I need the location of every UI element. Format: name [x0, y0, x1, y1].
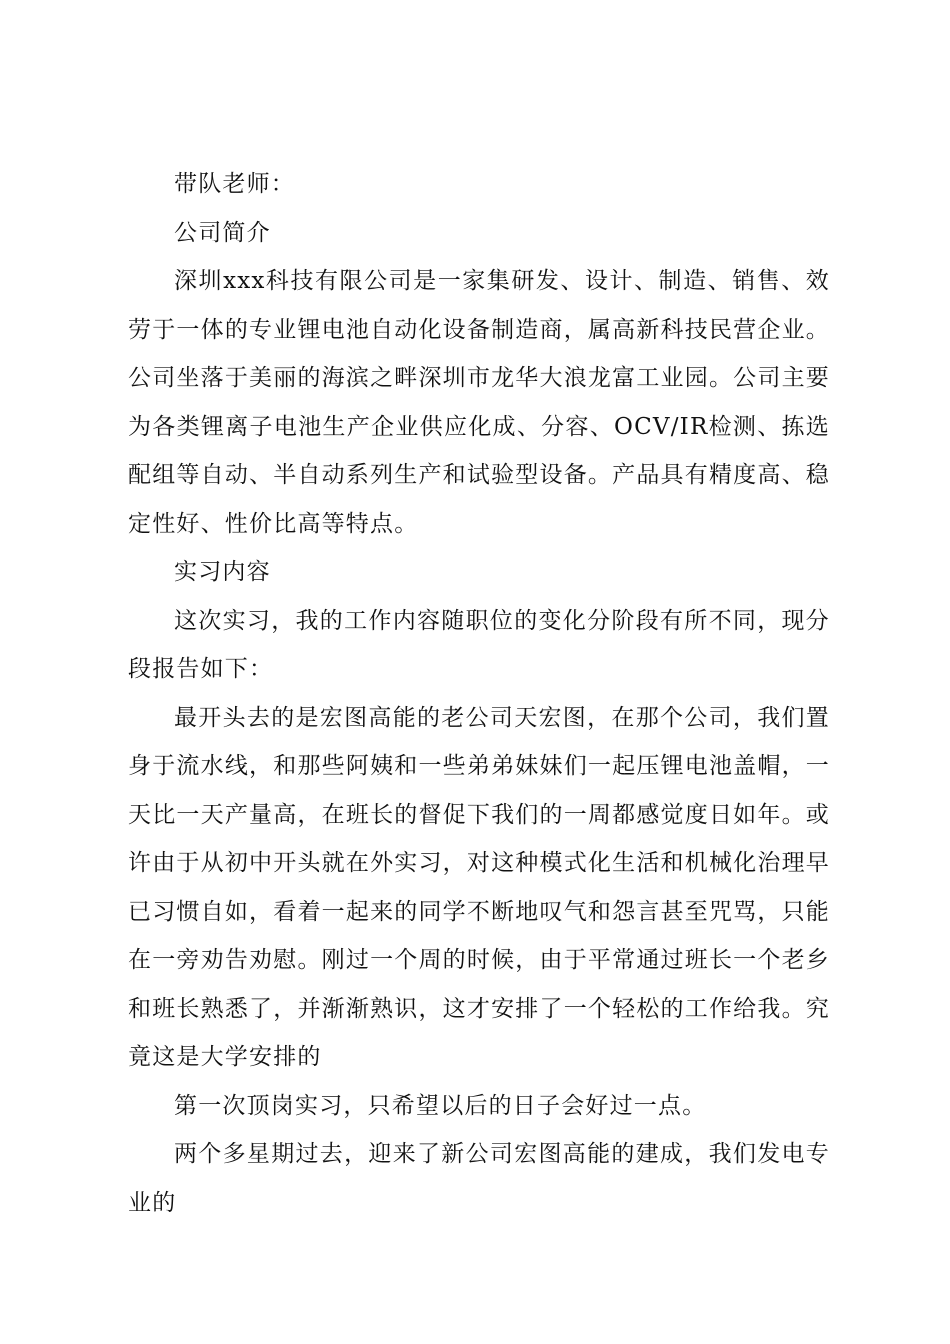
- second-stage-paragraph: 两个多星期过去，迎来了新公司宏图高能的建成，我们发电专业的: [128, 1141, 830, 1216]
- document-body: [128, 160, 830, 1227]
- section-heading-internship-content: 实习内容: [174, 559, 271, 585]
- first-stage-paragraph: 最开头去的是宏图高能的老公司天宏图，在那个公司，我们置身于流水线，和那些阿姨和一些弟弟妹妹们一起压锂电池盖帽，一天比一天产量高，在班长的督促下我们的一周都感觉度日如年。或许由于从初中开头就在外实习，对这种模式化生活和机械化治理早已习惯自如，看着一起来的同学不断地叹气和怨言甚至咒骂，只能在一旁劝告劝慰。刚过一个周的时候，由于平常通过班长一个老乡和班长熟悉了，并渐渐熟识，这才安排了一个轻松的工作给我。究竟这是大学安排的: [128, 704, 830, 1070]
- company-intro-paragraph: 深圳xxx科技有限公司是一家集研发、设计、制造、销售、效劳于一体的专业锂电池自动化设备制造商，属高新科技民营企业。公司坐落于美丽的海滨之畔深圳市龙华大浪龙富工业园。公司主要为各类锂离子电池生产企业供应化成、分容、OCV/IR检测、拣选配组等自动、半自动系列生产和试验型设备。产品具有精度高、稳定性好、性价比高等特点。: [128, 268, 830, 537]
- section-heading-company-intro: 公司简介: [174, 219, 271, 246]
- advisor-line: 带队老师：: [174, 171, 295, 197]
- internship-intro-paragraph: 这次实习，我的工作内容随职位的变化分阶段有所不同，现分段报告如下：: [128, 607, 830, 682]
- first-stage-continuation: 第一次顶岗实习，只希望以后的日子会好过一点。: [174, 1092, 707, 1119]
